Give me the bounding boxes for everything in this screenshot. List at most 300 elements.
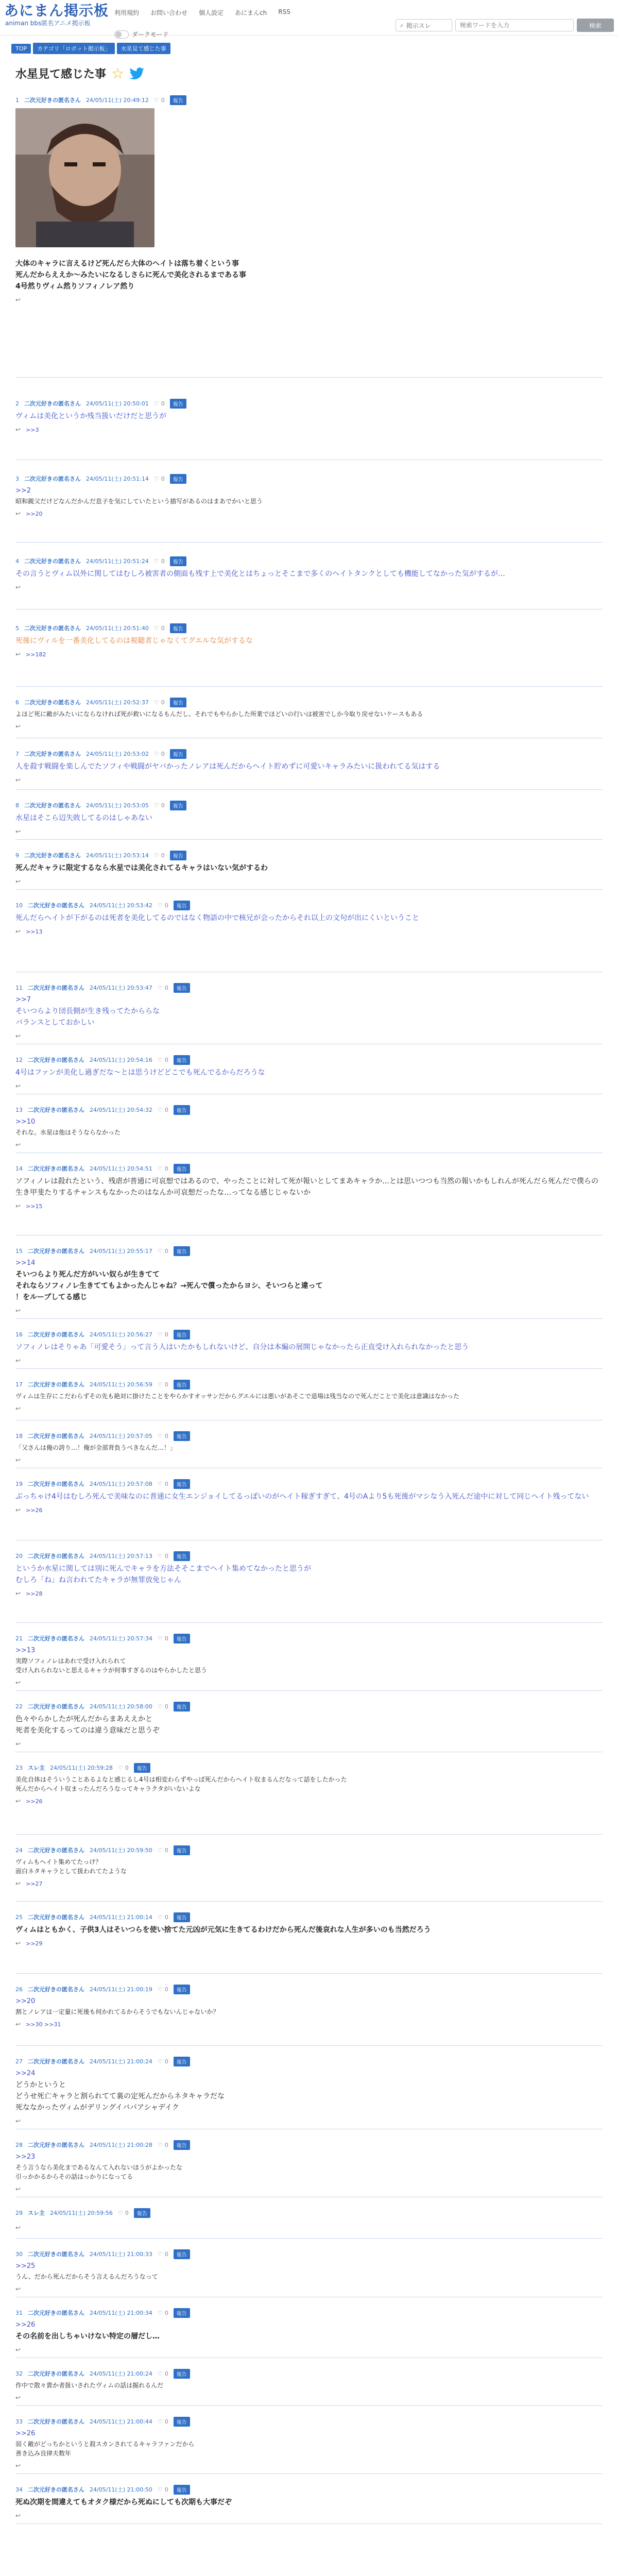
like-count: 0 xyxy=(161,750,165,757)
report-button[interactable]: 報告 xyxy=(174,2057,190,2066)
like-icon[interactable]: ♡ xyxy=(157,1106,163,1113)
report-button[interactable]: 報告 xyxy=(170,556,186,566)
post-footer xyxy=(15,723,603,734)
report-button[interactable]: 報告 xyxy=(174,901,190,910)
reply-icon[interactable]: ↩ xyxy=(15,2021,21,2028)
post xyxy=(15,2197,603,2239)
post xyxy=(15,687,603,738)
like-icon[interactable]: ♡ xyxy=(153,852,159,859)
post xyxy=(15,1691,603,1752)
reply-links[interactable]: >>26 xyxy=(26,1506,43,1514)
post-number[interactable]: 7 xyxy=(15,750,19,757)
post-header xyxy=(15,2208,603,2218)
post-number[interactable]: 3 xyxy=(15,475,19,482)
like-icon[interactable]: ♡ xyxy=(157,1432,163,1439)
reply-icon[interactable]: ↩ xyxy=(15,2346,21,2353)
post-footer xyxy=(15,426,603,437)
post-number[interactable]: 34 xyxy=(15,2486,23,2493)
post xyxy=(15,460,603,543)
reply-links[interactable]: >>26 xyxy=(26,1798,43,1805)
post-header xyxy=(15,2308,603,2318)
post-author: 二次元好きの匿名さん xyxy=(24,476,81,482)
reply-icon[interactable]: ↩ xyxy=(15,776,21,784)
post xyxy=(15,1420,603,1468)
post-number[interactable]: 12 xyxy=(15,1056,23,1063)
reply-anchor-link[interactable]: >>10 xyxy=(15,1118,36,1126)
nav-settings[interactable]: 個人設定 xyxy=(199,9,224,16)
reply-anchor-link[interactable]: >>14 xyxy=(15,1259,36,1267)
reply-links[interactable]: >>28 xyxy=(26,1590,43,1597)
post-date: 24/05/11(土) 20:57:08 xyxy=(90,1481,152,1487)
report-button[interactable]: 報告 xyxy=(174,1164,190,1174)
post-author: 二次元好きの匿名さん xyxy=(28,1635,84,1642)
post xyxy=(15,2129,603,2197)
post-number[interactable]: 8 xyxy=(15,802,19,809)
post-footer xyxy=(15,1798,603,1809)
post-number[interactable]: 29 xyxy=(15,2209,23,2216)
report-button[interactable]: 報告 xyxy=(174,1380,190,1389)
report-button[interactable]: 報告 xyxy=(170,95,186,105)
post-header xyxy=(15,1912,603,1922)
reply-anchor-link[interactable]: >>25 xyxy=(15,2262,36,2270)
reply-icon[interactable]: ↩ xyxy=(15,1798,21,1805)
post-number[interactable]: 32 xyxy=(15,2370,23,2377)
post-number[interactable]: 31 xyxy=(15,2309,23,2316)
post-footer xyxy=(15,1590,603,1601)
post-number[interactable]: 15 xyxy=(15,1247,23,1255)
post-date: 24/05/11(土) 20:53:05 xyxy=(86,802,149,809)
post-footer xyxy=(15,1032,603,1044)
post xyxy=(15,1468,603,1540)
post-body: そいつらより団長側が生き残ってたかららな バランスとしておかしい xyxy=(15,1007,160,1027)
post-date: 24/05/11(土) 20:57:34 xyxy=(90,1635,152,1642)
post-header xyxy=(15,697,603,707)
reply-icon[interactable]: ↩ xyxy=(15,1456,21,1464)
darkmode-toggle[interactable] xyxy=(114,30,169,39)
reply-anchor-link[interactable]: >>26 xyxy=(15,2430,36,2437)
post-footer xyxy=(15,2185,603,2197)
post-header xyxy=(15,1105,603,1115)
report-button[interactable]: 報告 xyxy=(170,801,186,810)
post-number[interactable]: 26 xyxy=(15,1986,23,1993)
report-button[interactable]: 報告 xyxy=(174,1246,190,1256)
post-number[interactable]: 6 xyxy=(15,699,19,706)
post-number[interactable]: 9 xyxy=(15,852,19,859)
reply-anchor-link[interactable]: >>23 xyxy=(15,2153,36,2161)
post-body: ぶっちゃけ4号はむしろ死んで美味なのに普通に女生エンジョイしてるっぽいのがヘイト稼ぎすぎて、4号のAより5も死後がマシなう入死んだ途中に対して同じヘイト残ってない xyxy=(15,1493,589,1501)
reply-links[interactable]: >>13 xyxy=(26,928,43,935)
like-icon[interactable]: ♡ xyxy=(153,475,159,482)
post-number[interactable]: 25 xyxy=(15,1913,23,1921)
post-number[interactable]: 30 xyxy=(15,2250,23,2258)
post xyxy=(15,2239,603,2297)
like-icon[interactable]: ♡ xyxy=(153,557,159,565)
reply-links[interactable]: >>20 xyxy=(26,510,43,517)
post-header xyxy=(15,473,603,484)
report-button[interactable]: 報告 xyxy=(170,474,186,484)
post-date: 24/05/11(土) 20:50:01 xyxy=(86,400,149,407)
like-count: 0 xyxy=(164,1480,168,1487)
post-body: 実際ソフィノレはあれで受け入れられて 受け入れられないと思えるキャラが何事すぎるのはやらかしたと思う xyxy=(15,1657,208,1674)
reply-icon[interactable]: ↩ xyxy=(15,1679,21,1686)
post-header xyxy=(15,1055,603,1065)
like-icon[interactable]: ♡ xyxy=(157,1247,163,1255)
reply-icon[interactable]: ↩ xyxy=(15,1357,21,1364)
post-author: 二次元好きの匿名さん xyxy=(28,902,84,909)
report-button[interactable]: 報告 xyxy=(170,399,186,409)
report-button[interactable]: 報告 xyxy=(174,2249,190,2259)
post-author: 二次元好きの匿名さん xyxy=(24,625,81,632)
post-footer xyxy=(15,1357,603,1368)
post-body: 人を殺す戦闘を楽しんでたソフィや戦闘がヤバかったノレアは死んだからヘイト貯めずに可愛いキャラみたいに扱われてる気はする xyxy=(15,762,440,771)
like-count: 0 xyxy=(164,1635,168,1642)
post xyxy=(15,2046,603,2129)
report-button[interactable]: 報告 xyxy=(174,2308,190,2318)
like-icon[interactable]: ♡ xyxy=(153,802,159,809)
report-button[interactable]: 報告 xyxy=(174,1055,190,1065)
reply-icon[interactable]: ↩ xyxy=(15,510,21,517)
reply-icon[interactable]: ↩ xyxy=(15,1032,21,1040)
post xyxy=(15,1235,603,1319)
nav-terms[interactable]: 利用規約 xyxy=(114,9,140,16)
report-button[interactable]: 報告 xyxy=(170,749,186,759)
like-count: 0 xyxy=(164,2250,168,2258)
report-button[interactable]: 報告 xyxy=(174,1634,190,1643)
post-body: 美化自体はそういうことあるよなと感じるし4号は相変わらずやっぱ死んだからヘイト収まるんだなって話をしたかった 死んだからヘイト収まったんだろうなってキャラクタがいないよな xyxy=(15,1776,347,1792)
report-button[interactable]: 報告 xyxy=(170,851,186,860)
post-number[interactable]: 18 xyxy=(15,1432,23,1439)
post-number[interactable]: 14 xyxy=(15,1165,23,1172)
post-footer xyxy=(15,1456,603,1468)
post-body: 死んだキャラに限定するなら水星では美化されてるキャラはいない気がするわ xyxy=(15,864,268,872)
reply-links[interactable]: >>182 xyxy=(26,651,46,658)
post-header xyxy=(15,1379,603,1389)
post-header xyxy=(15,1984,603,1994)
reply-icon[interactable]: ↩ xyxy=(15,1082,21,1090)
post-date: 24/05/11(土) 21:00:24 xyxy=(90,2058,152,2065)
post-header xyxy=(15,800,603,810)
reply-icon[interactable]: ↩ xyxy=(15,2285,21,2293)
post-date: 24/05/11(土) 20:51:14 xyxy=(86,476,149,482)
like-count: 0 xyxy=(161,400,165,407)
logo-subtitle: animan bbs匿名アニメ掲示板 xyxy=(5,20,91,27)
like-count: 0 xyxy=(164,1703,168,1710)
report-button[interactable]: 報告 xyxy=(174,983,190,993)
post-number[interactable]: 21 xyxy=(15,1635,23,1642)
reply-icon[interactable]: ↩ xyxy=(15,1202,21,1210)
post xyxy=(15,2406,603,2474)
post-number[interactable]: 17 xyxy=(15,1381,23,1388)
like-icon[interactable]: ♡ xyxy=(157,1381,163,1388)
reply-icon[interactable]: ↩ xyxy=(15,296,21,303)
site-logo[interactable] xyxy=(4,3,109,27)
report-button[interactable]: 報告 xyxy=(174,1551,190,1561)
like-count: 0 xyxy=(161,557,165,565)
post-header xyxy=(15,982,603,993)
breadcrumb-top[interactable]: TOP xyxy=(11,44,31,54)
post-footer xyxy=(15,2346,603,2358)
post-author: 二次元好きの匿名さん xyxy=(24,852,81,859)
reply-anchor-link[interactable]: >>13 xyxy=(15,1647,36,1654)
post-image[interactable] xyxy=(15,108,154,247)
post-body: 割とノレアは一定量に死後も何かれてるからそうでもないんじゃないか？ xyxy=(15,2008,219,2015)
post-date: 24/05/11(土) 20:56:27 xyxy=(90,1331,152,1338)
post-author: 二次元好きの匿名さん xyxy=(24,802,81,809)
report-button[interactable]: 報告 xyxy=(174,1330,190,1340)
reply-icon[interactable]: ↩ xyxy=(15,1740,21,1748)
post-footer xyxy=(15,1740,603,1752)
post-body: 「父さんは俺の誇り…！俺が全部背負うべきなんだ…！」 xyxy=(15,1444,177,1451)
post-author: 二次元好きの匿名さん xyxy=(24,751,81,757)
report-button[interactable]: 報告 xyxy=(174,1479,190,1489)
post-number[interactable]: 28 xyxy=(15,2141,23,2148)
post-number[interactable]: 16 xyxy=(15,1331,23,1338)
report-button[interactable]: 報告 xyxy=(174,2369,190,2379)
reply-icon[interactable]: ↩ xyxy=(15,2512,21,2519)
post-date: 24/05/11(土) 20:59:50 xyxy=(90,1847,152,1854)
like-icon[interactable]: ♡ xyxy=(117,2209,123,2216)
nav-rss[interactable]: RSS xyxy=(278,8,290,15)
post-header xyxy=(15,900,603,910)
post-author: 二次元好きの匿名さん xyxy=(28,2058,84,2065)
like-count: 0 xyxy=(164,2418,168,2425)
like-icon[interactable]: ♡ xyxy=(157,2250,163,2258)
post-header xyxy=(15,1246,603,1256)
post-date: 24/05/11(土) 21:00:24 xyxy=(90,2370,152,2377)
post-header xyxy=(15,2368,603,2379)
toggle-switch[interactable] xyxy=(114,30,129,39)
post-author: 二次元好きの匿名さん xyxy=(28,2418,84,2425)
post-number[interactable]: 22 xyxy=(15,1703,23,1710)
reply-icon[interactable]: ↩ xyxy=(15,584,21,591)
post-footer xyxy=(15,2224,603,2235)
like-icon[interactable]: ♡ xyxy=(153,750,159,757)
reply-anchor-link[interactable]: >>7 xyxy=(15,996,31,1004)
like-icon[interactable]: ♡ xyxy=(157,1552,163,1560)
reply-icon[interactable]: ↩ xyxy=(15,878,21,885)
report-button[interactable]: 報告 xyxy=(174,1912,190,1922)
reply-icon[interactable]: ↩ xyxy=(15,1940,21,1947)
reply-links[interactable]: >>27 xyxy=(26,1880,43,1887)
post-number[interactable]: 20 xyxy=(15,1552,23,1560)
search-input[interactable] xyxy=(455,19,574,31)
post-list xyxy=(0,81,618,2524)
post-header xyxy=(15,1701,603,1711)
post-body: その名前を出しちゃいけない特定の層だし… xyxy=(15,2332,160,2341)
report-button[interactable]: 報告 xyxy=(174,1105,190,1115)
reply-anchor-link[interactable]: >>24 xyxy=(15,2070,36,2077)
post-body: その言うとヴィム以外に関してはむしろ被害者の側面も残す上で美化とはちょっとそこまで多くのヘイトタンクとしても機能してなかった気がするが… xyxy=(15,570,505,578)
post-date: 24/05/11(土) 20:59:56 xyxy=(50,2210,113,2216)
post-header xyxy=(15,2056,603,2066)
report-button[interactable]: 報告 xyxy=(174,2485,190,2495)
post-number[interactable]: 19 xyxy=(15,1480,23,1487)
reply-icon[interactable]: ↩ xyxy=(15,1141,21,1148)
like-icon[interactable]: ♡ xyxy=(157,1846,163,1854)
post-number[interactable]: 1 xyxy=(15,96,19,104)
post-date: 24/05/11(土) 20:57:13 xyxy=(90,1553,152,1560)
logo-title: あにまん掲示板 xyxy=(4,2,109,19)
like-count: 0 xyxy=(161,96,165,104)
like-icon[interactable]: ♡ xyxy=(157,984,163,991)
top-nav xyxy=(114,8,290,17)
reply-icon[interactable]: ↩ xyxy=(15,426,21,433)
report-button[interactable]: 報告 xyxy=(170,698,186,707)
post-header xyxy=(15,556,603,566)
post xyxy=(15,1974,603,2046)
post-author: 二次元好きの匿名さん xyxy=(28,1553,84,1560)
reply-icon[interactable]: ↩ xyxy=(15,928,21,935)
post-number[interactable]: 33 xyxy=(15,2418,23,2425)
reply-links[interactable]: >>15 xyxy=(26,1202,43,1210)
post-header xyxy=(15,1431,603,1441)
post-number[interactable]: 27 xyxy=(15,2058,23,2065)
post-number[interactable]: 10 xyxy=(15,902,23,909)
post-body: ソフィノレはそりゃあ「可愛そう」って言う人はいたかもしれないけど、自分は本編の展開じゃなかったら正直受け入れられなかったと思う xyxy=(15,1343,469,1351)
post-author: 二次元好きの匿名さん xyxy=(28,2370,84,2377)
reply-anchor-link[interactable]: >>2 xyxy=(15,487,31,495)
report-button[interactable]: 報告 xyxy=(134,2208,150,2218)
reply-icon[interactable]: ↩ xyxy=(15,1506,21,1514)
post-body: そう言うなら美化まであるなんて入れないほうがよかったな 引っかかるからその話はっかりになってる xyxy=(15,2164,183,2180)
like-icon[interactable]: ♡ xyxy=(153,699,159,706)
like-icon[interactable]: ♡ xyxy=(157,1331,163,1338)
post-body: 死んだらヘイトが下がるのは死者を美化してるのではなく物語の中で核兄が会ったからそれ以上の文句が出にくいということ xyxy=(15,914,419,922)
reply-links[interactable]: >>29 xyxy=(26,1940,43,1947)
star-icon[interactable]: ☆ xyxy=(111,64,125,82)
reply-links[interactable]: >>30 >>31 xyxy=(26,2021,61,2028)
post-footer xyxy=(15,878,603,889)
post-number[interactable]: 4 xyxy=(15,557,19,565)
reply-icon[interactable]: ↩ xyxy=(15,2224,21,2231)
like-count: 0 xyxy=(161,802,165,809)
post-number[interactable]: 24 xyxy=(15,1846,23,1854)
like-icon[interactable]: ♡ xyxy=(117,1764,123,1771)
like-count: 0 xyxy=(125,2209,129,2216)
like-icon[interactable]: ♡ xyxy=(157,1635,163,1642)
like-icon[interactable]: ♡ xyxy=(157,2141,163,2148)
reply-icon[interactable]: ↩ xyxy=(15,2117,21,2125)
like-icon[interactable]: ♡ xyxy=(157,1703,163,1710)
post-header xyxy=(15,2416,603,2427)
post-header xyxy=(15,850,603,860)
like-count: 0 xyxy=(125,1764,129,1771)
post xyxy=(15,1044,603,1094)
post-number[interactable]: 2 xyxy=(15,400,19,407)
post-author: 二次元好きの匿名さん xyxy=(28,1433,84,1439)
breadcrumb-category[interactable]: カテゴリ「ロボット掲示板」 xyxy=(33,43,115,54)
reply-icon[interactable]: ↩ xyxy=(15,1405,21,1412)
search-category-value: 掲示スレ xyxy=(406,22,431,29)
post-body: 作中で散々貴か者扱いされたヴィムの話は掘れるんだ xyxy=(15,2382,164,2389)
post-footer xyxy=(15,928,603,939)
report-button[interactable]: 報告 xyxy=(174,1985,190,1994)
like-count: 0 xyxy=(161,475,165,482)
post-number[interactable]: 5 xyxy=(15,624,19,632)
post-header xyxy=(15,2140,603,2150)
report-button[interactable]: 報告 xyxy=(174,1702,190,1711)
post-author: スレ主 xyxy=(28,2210,45,2216)
like-count: 0 xyxy=(164,2370,168,2377)
like-icon[interactable]: ♡ xyxy=(157,2486,163,2493)
report-button[interactable]: 報告 xyxy=(174,1845,190,1855)
like-icon[interactable]: ♡ xyxy=(157,902,163,909)
report-button[interactable]: 報告 xyxy=(174,1431,190,1441)
post-body: ヴィムもヘイト集めてたっけ？ 面白ネタキャラとして扱われてたような xyxy=(15,1858,127,1875)
nav-contact[interactable]: お問い合わせ xyxy=(150,9,188,16)
post-author: 二次元好きの匿名さん xyxy=(28,1847,84,1854)
nav-animanch[interactable]: あにまんch xyxy=(235,9,267,16)
report-button[interactable]: 報告 xyxy=(174,2417,190,2427)
post-header xyxy=(15,95,603,105)
reply-icon[interactable]: ↩ xyxy=(15,1880,21,1887)
post-author: 二次元好きの匿名さん xyxy=(24,558,81,565)
post-body: どうかというと どうせ死亡キャラと割られてて裏の定死んだからネタキャラだな 死ななかったヴィムがデリングイバパアシャデイク xyxy=(15,2081,225,2112)
like-icon[interactable]: ♡ xyxy=(157,2418,163,2425)
like-icon[interactable]: ♡ xyxy=(157,1913,163,1921)
reply-icon[interactable]: ↩ xyxy=(15,2462,21,2469)
like-count: 0 xyxy=(161,624,165,632)
reply-icon[interactable]: ↩ xyxy=(15,723,21,730)
reply-links[interactable]: >>3 xyxy=(26,426,39,433)
post-body: 死後にヴィルを一番美化してるのは視聴者じゃなくてグエルな気がするな xyxy=(15,637,253,645)
post-footer xyxy=(15,2285,603,2297)
twitter-bird-icon[interactable] xyxy=(129,67,145,80)
like-icon[interactable]: ♡ xyxy=(153,96,159,104)
like-icon[interactable]: ♡ xyxy=(157,2058,163,2065)
post-number[interactable]: 11 xyxy=(15,984,23,991)
search-button[interactable]: 検索 xyxy=(577,19,614,32)
post-date: 24/05/11(土) 21:00:28 xyxy=(90,2142,152,2148)
post-author: 二次元好きの匿名さん xyxy=(28,1165,84,1172)
post-footer xyxy=(15,2462,603,2473)
post xyxy=(15,2474,603,2524)
reply-anchor-link[interactable]: >>26 xyxy=(15,2321,36,2329)
post-number[interactable]: 23 xyxy=(15,1764,23,1771)
post-footer xyxy=(15,1082,603,1094)
post-body xyxy=(15,2218,603,2224)
reply-anchor-link[interactable]: >>20 xyxy=(15,1997,36,2005)
reply-icon[interactable]: ↩ xyxy=(15,1307,21,1314)
like-icon[interactable]: ♡ xyxy=(157,1165,163,1172)
post-date: 24/05/11(土) 20:53:42 xyxy=(90,902,152,909)
post-footer xyxy=(15,1307,603,1318)
search-category-select[interactable] xyxy=(396,19,452,31)
report-button[interactable]: 報告 xyxy=(174,2140,190,2150)
like-icon[interactable]: ♡ xyxy=(157,1056,163,1063)
like-icon[interactable]: ♡ xyxy=(157,2309,163,2316)
breadcrumb xyxy=(0,36,618,54)
post-footer xyxy=(15,2117,603,2129)
post-number[interactable]: 13 xyxy=(15,1106,23,1113)
reply-icon[interactable]: ↩ xyxy=(15,1590,21,1597)
reply-icon[interactable]: ↩ xyxy=(15,651,21,658)
reply-icon[interactable]: ↩ xyxy=(15,2394,21,2401)
post-author: 二次元好きの匿名さん xyxy=(28,1331,84,1338)
reply-icon[interactable]: ↩ xyxy=(15,828,21,835)
post-header xyxy=(15,1329,603,1340)
post xyxy=(15,2358,603,2406)
report-button[interactable]: 報告 xyxy=(170,623,186,633)
like-icon[interactable]: ♡ xyxy=(153,624,159,632)
breadcrumb-thread[interactable]: 水星見て感じた事 xyxy=(117,43,170,54)
like-icon[interactable]: ♡ xyxy=(157,2370,163,2377)
like-icon[interactable]: ♡ xyxy=(153,400,159,407)
report-button[interactable]: 報告 xyxy=(134,1763,150,1773)
like-icon[interactable]: ♡ xyxy=(157,1986,163,1993)
like-icon[interactable]: ♡ xyxy=(157,1480,163,1487)
reply-icon[interactable]: ↩ xyxy=(15,2185,21,2193)
